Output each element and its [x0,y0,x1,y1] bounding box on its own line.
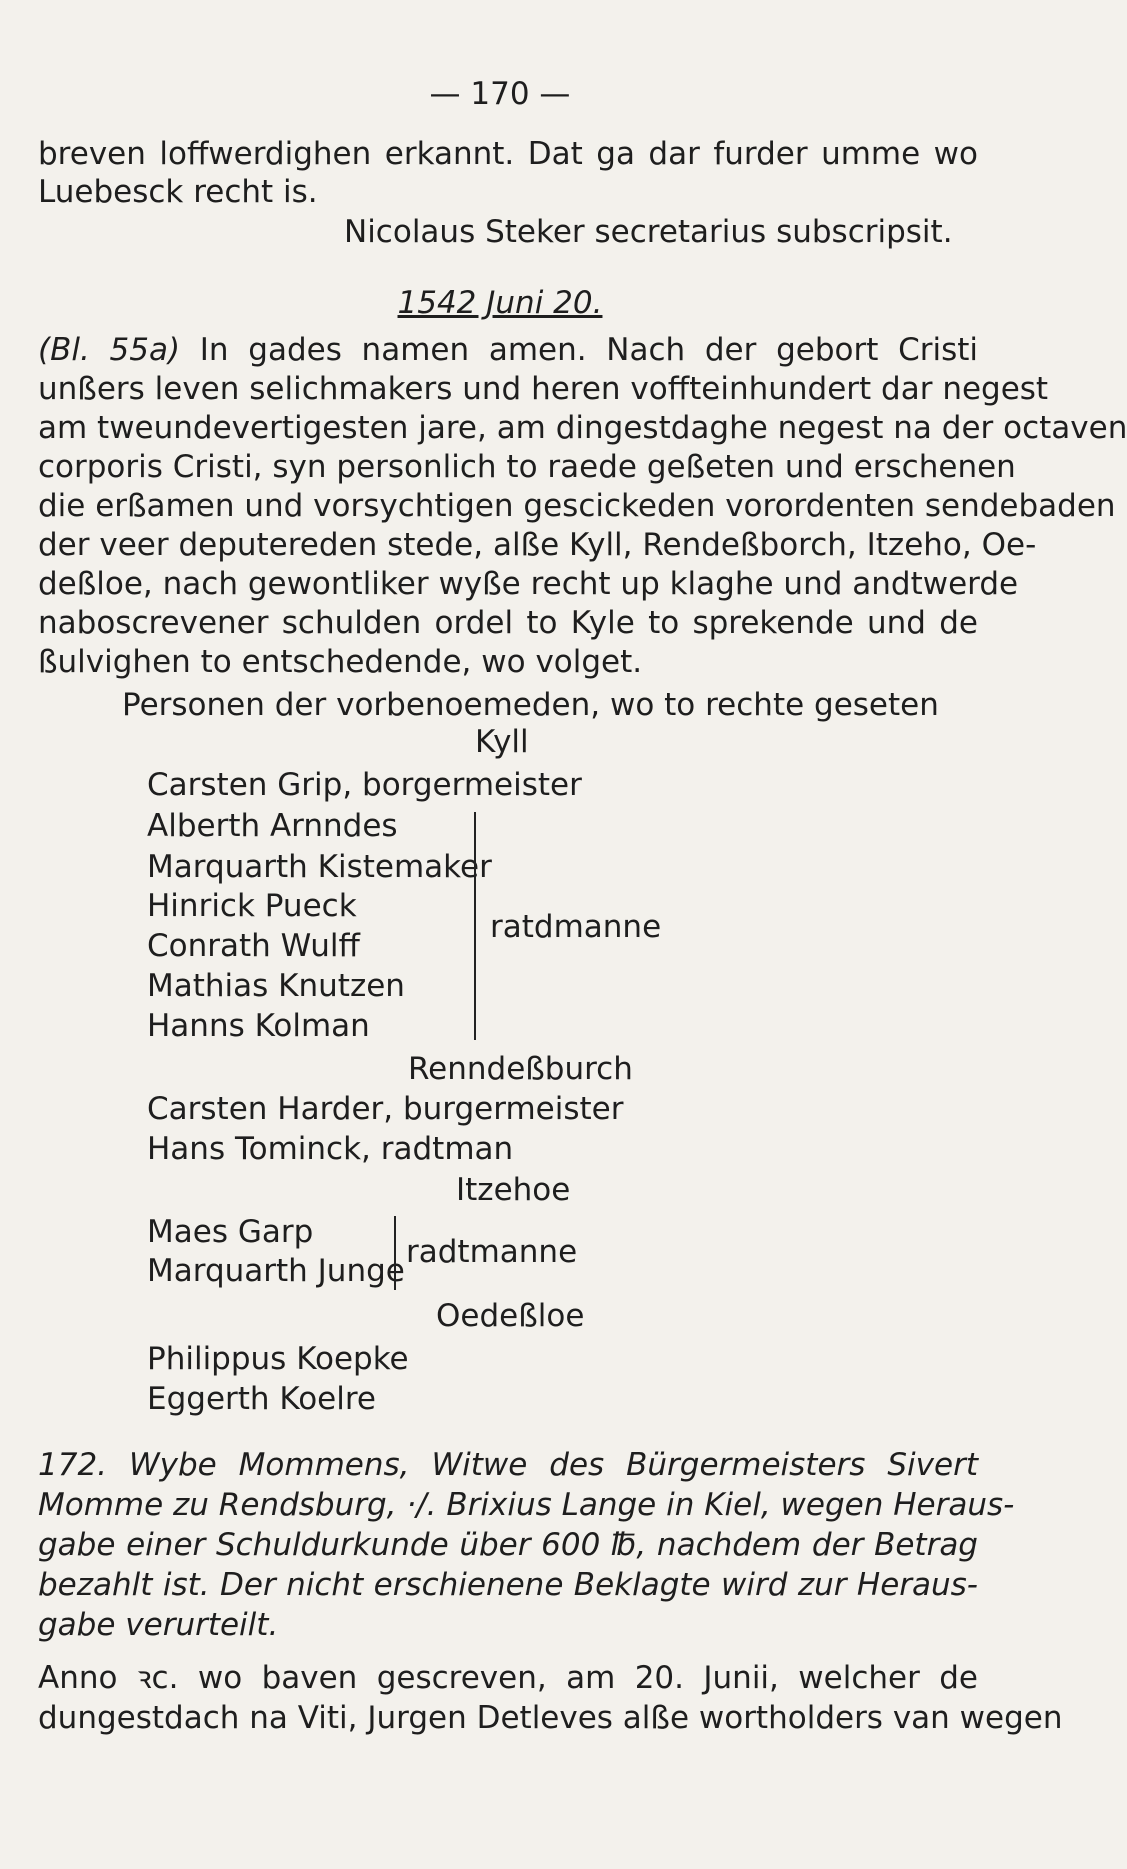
person-entry: Hanns Kolman [147,1008,370,1044]
city-heading-kyll: Kyll [475,724,529,760]
person-entry: Carsten Grip, borgermeister [147,767,582,803]
person-entry: Carsten Harder, burgermeister [147,1091,624,1127]
text-line: deßloe, nach gewontliker wyße recht up klaghe und andtwerde [38,566,1019,602]
signature-line: Nicolaus Steker secretarius subscripsit. [344,214,953,250]
page-number: — 170 — [429,76,571,112]
folio-reference: (Bl. 55a) [38,332,181,368]
text-line: naboscrevener schulden ordel to Kyle to sprekende und de [38,605,978,641]
text-line: Luebesck recht is. [38,174,318,210]
person-entry: Alberth Arnndes [147,808,398,844]
text-line: Anno ꝛc. wo baven gescreven, am 20. Junii, welcher de [38,1660,978,1696]
persons-intro: Personen der vorbenoemeden, wo to rechte geseten [122,687,939,723]
text-line: die erßamen und vorsychtigen gescickeden vorordenten sendebaden [38,488,1116,524]
text-line: breven loffwerdighen erkannt. Dat ga dar furder umme wo [38,136,978,172]
role-label: ratdmanne [490,909,662,945]
person-entry: Hinrick Pueck [147,888,357,924]
grouping-brace [384,1216,396,1290]
text-line [38,330,978,370]
date-heading: 1542 Juni 20. [397,285,603,321]
case-summary-line: gabe verurteilt. [38,1607,279,1643]
person-entry: Hans Tominck, radtman [147,1131,514,1167]
text-line: corporis Cristi, syn personlich to raede geßeten und erschenen [38,449,1016,485]
grouping-brace [464,812,476,1040]
person-entry: Maes Garp [147,1214,314,1250]
text-line: am tweundevertigesten jare, am dingestdaghe negest na der octaven [38,410,1127,446]
text-line-rest: In gades namen amen. Nach der gebort Cristi [199,332,978,368]
person-entry: Marquarth Kistemaker [147,849,492,885]
city-heading-itzehoe: Itzehoe [456,1172,571,1208]
case-summary-line: 172. Wybe Mommens, Witwe des Bürgermeisters Sivert [38,1447,978,1483]
person-entry: Marquarth Junge [147,1253,405,1289]
role-label: radtmanne [406,1234,578,1270]
case-summary-line: Momme zu Rendsburg, ·/. Brixius Lange in Kiel, wegen Heraus- [38,1487,1015,1523]
person-entry: Mathias Knutzen [147,968,405,1004]
city-heading-rendsburg: Renndeßburch [408,1051,633,1087]
person-entry: Eggerth Koelre [147,1381,376,1417]
case-summary-line: bezahlt ist. Der nicht erschienene Beklagte wird zur Heraus- [38,1567,978,1603]
city-heading-oldesloe: Oedeßloe [436,1298,585,1334]
case-summary-line: gabe einer Schuldurkunde über 600 ℔, nachdem der Betrag [38,1527,978,1563]
person-entry: Philippus Koepke [147,1341,409,1377]
text-line: unßers leven selichmakers und heren voffteinhundert dar negest [38,371,1049,407]
person-entry: Conrath Wulff [147,928,360,964]
text-line: der veer deputereden stede, alße Kyll, Rendeßborch, Itzeho, Oe- [38,527,1037,563]
text-line: ßulvighen to entschedende, wo volget. [38,644,643,680]
text-line: dungestdach na Viti, Jurgen Detleves alße wortholders van wegen [38,1700,1063,1736]
